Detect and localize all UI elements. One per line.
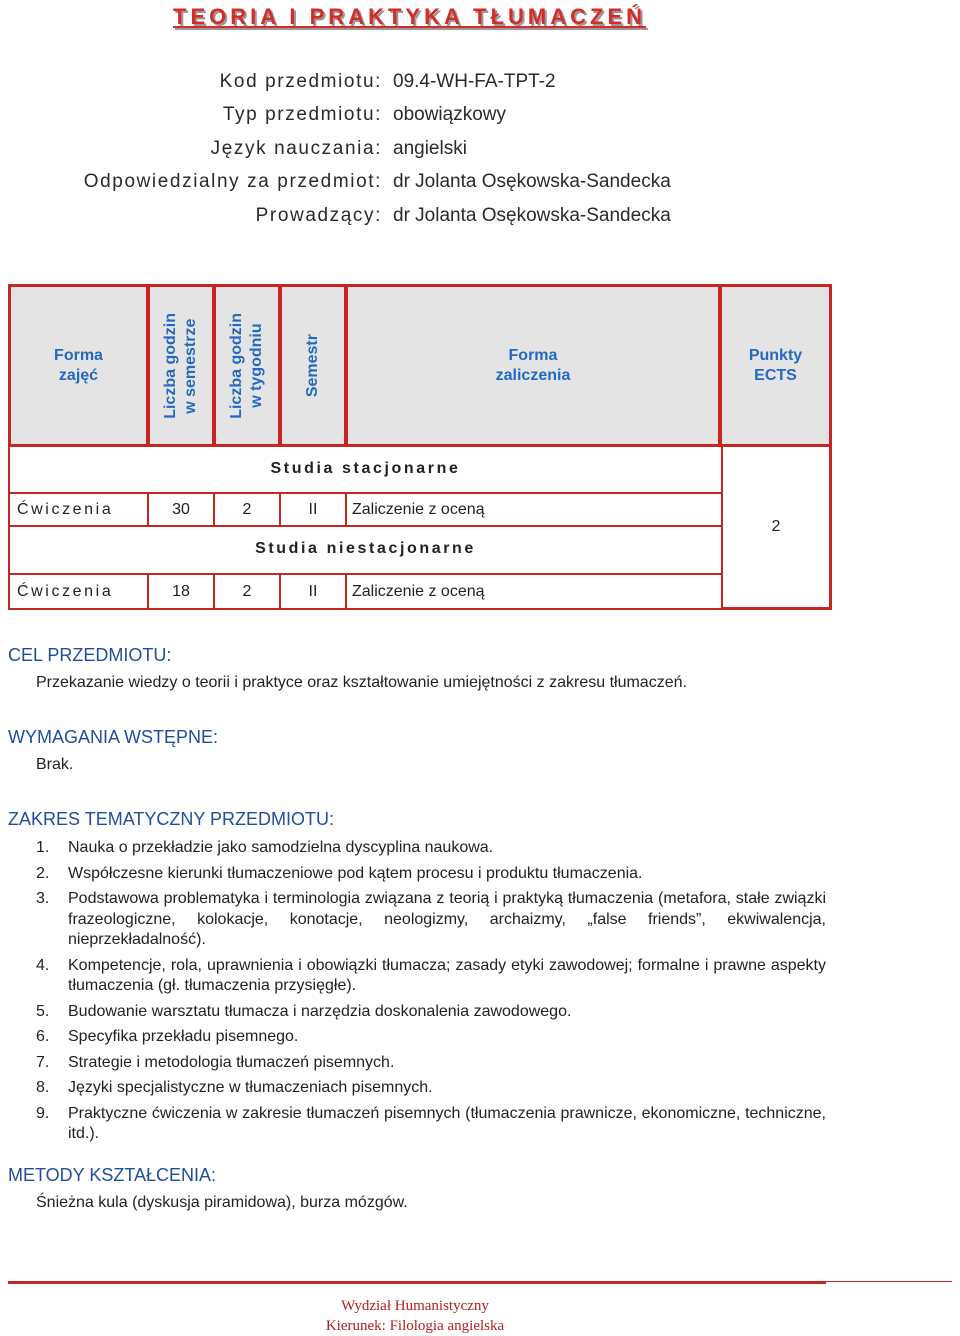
- info-label: Typ przedmiotu:: [222, 104, 382, 126]
- info-row-responsible: [0, 171, 960, 204]
- list-item: 8. Języki specjalistyczne w tłumaczeniach pisemnych.: [36, 1079, 433, 1096]
- list-item: 6. Specyfika przekładu pisemnego.: [36, 1028, 299, 1045]
- section-niestacjonarne: Studia niestacjonarne: [8, 525, 723, 575]
- info-row-lecturer: [0, 205, 960, 238]
- info-value: angielski: [393, 137, 467, 159]
- list-item: 7. Strategie i metodologia tłumaczeń pisemnych.: [36, 1053, 395, 1071]
- footer-field: Kierunek: Filologia angielska: [325, 1318, 505, 1334]
- info-row-type: [0, 104, 960, 137]
- row2-forma: Ćwiczenia: [8, 573, 149, 610]
- page-title: TEORIA I PRAKTYKA TŁUMACZEŃ: [173, 4, 647, 29]
- metody-text: Śnieżna kula (dyskusja piramidowa), burza mózgów.: [36, 1194, 408, 1211]
- info-label: Kod przedmiotu:: [219, 71, 382, 92]
- header-semestr: Semestr: [279, 284, 347, 447]
- list-item: 4. Kompetencje, rola, uprawnienia i obowiązki tłumacza; zasady etyki zawodowej; formalne i prawne aspekty tłumaczenia (gł. tłumaczenia przysięgłe).: [36, 956, 826, 994]
- wymagania-text: Brak.: [36, 756, 74, 773]
- info-value: 09.4-WH-FA-TPT-2: [393, 71, 556, 92]
- row1-godz-tyg: 2: [213, 492, 281, 527]
- header-forma-zaliczenia: Forma zaliczenia: [345, 284, 721, 447]
- list-item: 3. Podstawowa problematyka i terminologia związana z teorią i praktyką tłumaczenia (metafora, stałe związki frazeologiczne, kolokacje, konotacje, neologizmy, archaizmy, „false friends”, ekwiwalencja, nieprzekładalność).: [36, 890, 826, 948]
- info-label: Odpowiedzialny za przedmiot:: [83, 171, 382, 193]
- row2-godz-tyg: 2: [213, 573, 281, 610]
- cel-text: Przekazanie wiedzy o teorii i praktyce oraz kształtowanie umiejętności z zakresu tłumaczeń.: [36, 674, 687, 691]
- zakres-heading: ZAKRES TEMATYCZNY PRZEDMIOTU:: [8, 809, 335, 829]
- zakres-list: [36, 838, 826, 1150]
- footer: [0, 1296, 830, 1336]
- row1-godz-sem: 30: [147, 492, 215, 527]
- metody-heading: METODY KSZTAŁCENIA:: [8, 1165, 217, 1185]
- list-item: 1. Nauka o przekładzie jako samodzielna dyscyplina naukowa.: [36, 839, 494, 856]
- wymagania-heading: WYMAGANIA WSTĘPNE:: [8, 727, 219, 747]
- course-table: [8, 284, 832, 610]
- info-label: Prowadzący:: [255, 204, 382, 226]
- cel-heading: CEL PRZEDMIOTU:: [8, 645, 172, 665]
- list-item: 9. Praktyczne ćwiczenia w zakresie tłumaczeń pisemnych (tłumaczenia prawnicze, ekonomiczne, techniczne, itd.).: [36, 1104, 826, 1142]
- list-item: 2. Współczesne kierunki tłumaczeniowe pod kątem procesu i produktu tłumaczenia.: [36, 864, 643, 882]
- header-forma-zajec: Forma zajęć: [8, 284, 149, 447]
- footer-divider: [8, 1281, 952, 1284]
- info-row-language: [0, 138, 960, 171]
- row2-godz-sem: 18: [147, 573, 215, 610]
- row1-zaliczenie: Zaliczenie z oceną: [345, 492, 723, 527]
- list-item: 5. Budowanie warsztatu tłumacza i narzędzia doskonalenia zawodowego.: [36, 1002, 572, 1020]
- row1-semestr: II: [279, 492, 347, 527]
- info-row-code: [0, 71, 960, 104]
- row1-forma: Ćwiczenia: [8, 492, 149, 527]
- row2-semestr: II: [279, 573, 347, 610]
- section-stacjonarne: Studia stacjonarne: [8, 446, 723, 494]
- header-punkty-ects: Punkty ECTS: [719, 284, 832, 447]
- ects-value: 2: [721, 446, 832, 610]
- row2-zaliczenie: Zaliczenie z oceną: [345, 573, 723, 610]
- info-value: dr Jolanta Osękowska-Sandecka: [393, 171, 671, 193]
- info-value: obowiązkowy: [393, 104, 506, 126]
- header-godzin-semestr: Liczba godzin w semestrze: [147, 284, 215, 447]
- info-value: dr Jolanta Osękowska-Sandecka: [393, 204, 671, 226]
- info-label: Język nauczania:: [210, 137, 382, 159]
- course-info: [0, 71, 960, 238]
- header-godzin-tydzien: Liczba godzin w tygodniu: [213, 284, 281, 447]
- footer-faculty: Wydział Humanistyczny: [341, 1298, 489, 1314]
